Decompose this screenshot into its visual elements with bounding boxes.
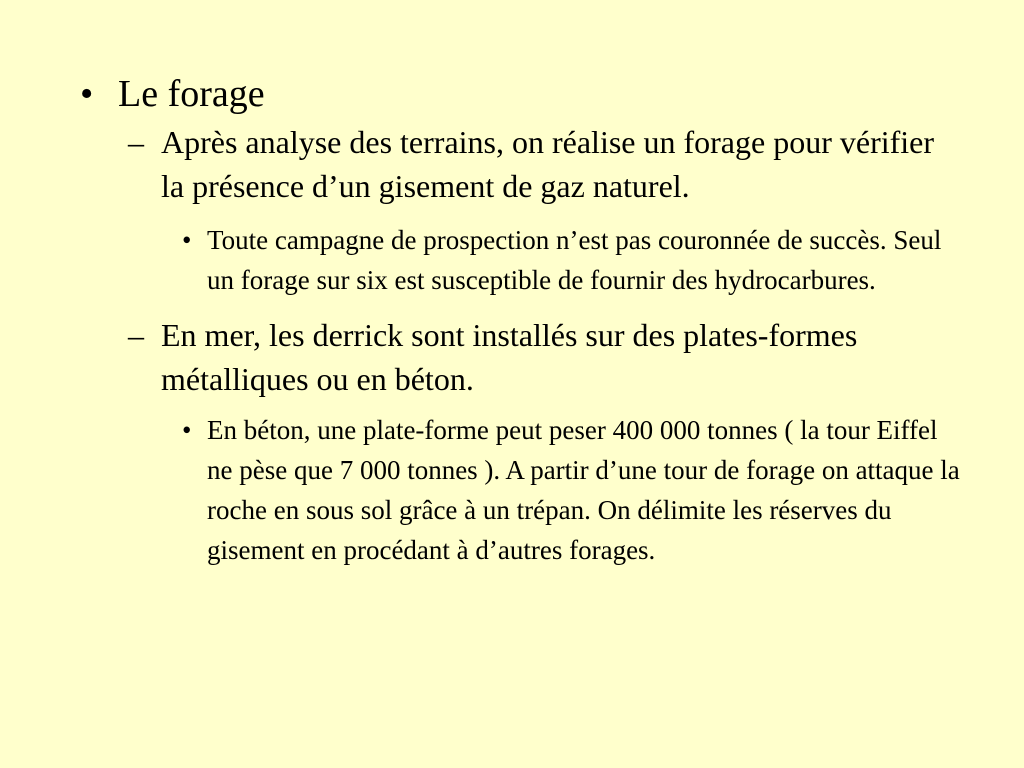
slide-content	[0, 71, 1024, 570]
bullet-level2-en-mer	[0, 313, 961, 401]
bullet-level1-le-forage	[0, 71, 958, 117]
bullet-icon: •	[182, 225, 192, 255]
bullet-level3-text: Toute campagne de prospection n’est pas couronnée de succès. Seul un forage sur six est susceptible de fournir des hydrocarbures.	[207, 225, 942, 295]
dash-icon: –	[128, 317, 144, 353]
bullet-level2-text: En mer, les derrick sont installés sur des plates-formes métalliques ou en béton.	[161, 317, 858, 397]
bullet-level3-prospection	[0, 220, 967, 300]
bullet-level3-en-beton	[0, 410, 967, 570]
bullet-icon: •	[80, 73, 94, 115]
bullet-level1-text: Le forage	[118, 73, 265, 115]
bullet-level3-text: En béton, une plate-forme peut peser 400 000 tonnes ( la tour Eiffel ne pèse que 7 000 tonnes ). A partir d’une tour de forage on attaque la roche en sous sol grâce à un trépan. On délimite les réserves du gisement en procédant à d’autres forages.	[207, 415, 960, 565]
bullet-level2-text: Après analyse des terrains, on réalise un forage pour vérifier la présence d’un gisement de gaz naturel.	[161, 124, 935, 204]
bullet-level2-analyse	[0, 120, 961, 208]
dash-icon: –	[128, 124, 144, 160]
bullet-icon: •	[182, 415, 192, 445]
